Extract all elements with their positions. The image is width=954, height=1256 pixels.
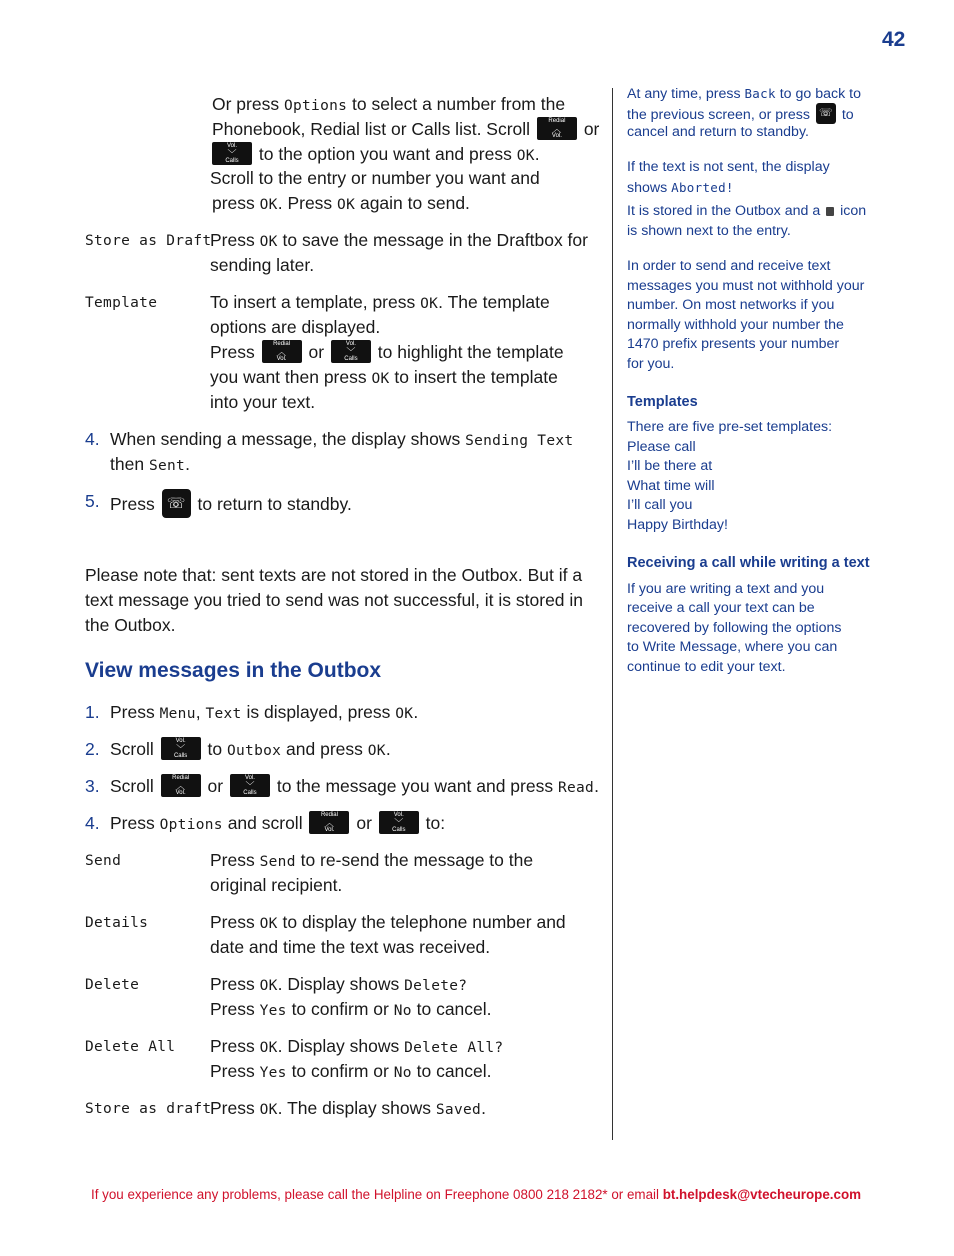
step-number: 4.	[85, 813, 100, 833]
column-divider	[612, 88, 613, 1140]
calls-down-key-icon: Vol. ﹀ Calls	[331, 340, 371, 363]
outbox-step-4: Press Options and scroll Redial ︿ Vol. or Vol. ﹀ Calls to:	[110, 812, 446, 833]
sidebar-p3-line-2: is shown next to the entry.	[627, 223, 791, 239]
template-item: What time will	[627, 478, 715, 494]
intro-line-5: press OK. Press OK again to send.	[212, 193, 470, 213]
delete-all-line-1: Press OK. Display shows Delete All?	[210, 1036, 504, 1056]
outbox-step-2: Scroll Vol. ﹀ Calls to Outbox and press OK.	[110, 738, 391, 759]
term-delete: Delete	[85, 977, 140, 993]
template-item: Happy Birthday!	[627, 517, 728, 533]
template-item: I’ll call you	[627, 497, 693, 513]
step5-line: Press ☏ to return to standby.	[110, 489, 352, 518]
step4-line-2: then Sent.	[110, 454, 190, 474]
redial-up-key-icon: Redial ︿ Vol.	[309, 811, 349, 834]
intro-line-4: Scroll to the entry or number you want and	[210, 168, 540, 188]
template-line-5: into your text.	[210, 392, 316, 412]
sidebar-p4-line-4: normally withhold your number the	[627, 317, 844, 333]
intro-line-2: Phonebook, Redial list or Calls list. Scroll Redial ︿ Vol. or	[212, 118, 600, 139]
sidebar-p1-line-3: cancel and return to standby.	[627, 124, 809, 140]
unsent-message-icon	[826, 207, 834, 216]
outbox-step-1: Press Menu, Text is displayed, press OK.	[110, 702, 419, 722]
receiving-line: If you are writing a text and you	[627, 581, 825, 597]
store-draft2-line: Press OK. The display shows Saved.	[210, 1098, 486, 1118]
send-line-2: original recipient.	[210, 875, 343, 895]
store-draft-line-1: Press OK to save the message in the Draftbox for	[210, 230, 588, 250]
end-call-key-icon: ☏	[162, 489, 191, 518]
calls-down-key-icon: Vol. ﹀ Calls	[379, 811, 419, 834]
helpdesk-email-link[interactable]: bt.helpdesk@vtecheurope.com	[662, 1187, 862, 1202]
template-item: There are five pre-set templates:	[627, 419, 833, 435]
delete-line-2: Press Yes to confirm or No to cancel.	[210, 999, 492, 1019]
calls-down-key-icon: Vol. ﹀ Calls	[230, 774, 270, 797]
receiving-line: continue to edit your text.	[627, 659, 786, 675]
sidebar-p4-line-1: In order to send and receive text	[627, 258, 831, 274]
term-delete-all: Delete All	[85, 1039, 176, 1055]
step-number: 1.	[85, 702, 100, 722]
template-item: I’ll be there at	[627, 458, 713, 474]
step4-line-1: When sending a message, the display shows Sending Text	[110, 429, 574, 449]
term-send: Send	[85, 853, 122, 869]
send-line-1: Press Send to re-send the message to the	[210, 850, 534, 870]
intro-line-3: Vol. ﹀ Calls to the option you want and press OK.	[210, 142, 540, 169]
calls-down-key-icon: Vol. ﹀ Calls	[161, 737, 201, 760]
outbox-step-3: Scroll Redial ︿ Vol. or Vol. ﹀ Calls to the message you want and press Read.	[110, 775, 599, 796]
page-number: 42	[882, 28, 906, 51]
sidebar-p4-line-5: 1470 prefix presents your number	[627, 336, 840, 352]
sidebar-p1-line-1: At any time, press Back to go back to	[627, 86, 861, 102]
calls-down-key-icon: Vol. ﹀ Calls	[212, 142, 252, 165]
footer-helpline: If you experience any problems, please call the Helpline on Freephone 0800 218 2182* or email bt.helpdesk@vtecheurope.com	[91, 1187, 862, 1202]
intro-line-1: Or press Options to select a number from the	[212, 94, 566, 114]
store-draft-line-2: sending later.	[210, 255, 315, 275]
note-line-1: Please note that: sent texts are not stored in the Outbox. But if a	[85, 565, 583, 585]
outbox-heading: View messages in the Outbox	[85, 659, 382, 682]
sidebar-p4-line-6: for you.	[627, 356, 675, 372]
end-call-key-icon: ☏	[816, 103, 836, 124]
sidebar-p3-line-1: It is stored in the Outbox and a icon	[627, 203, 867, 219]
sidebar-p1-line-2: the previous screen, or press ☏ to	[627, 103, 854, 126]
sidebar-p2-line-2: shows Aborted!	[627, 180, 734, 196]
term-store-as-draft: Store as Draft	[85, 233, 212, 249]
step-number: 5.	[85, 491, 100, 511]
receiving-heading: Receiving a call while writing a text	[627, 555, 870, 571]
step-number: 2.	[85, 739, 100, 759]
sidebar-p4-line-2: messages you must not withhold your	[627, 278, 865, 294]
details-line-2: date and time the text was received.	[210, 937, 491, 957]
step-number: 3.	[85, 776, 100, 796]
template-line-3: Press Redial ︿ Vol. or Vol. ﹀ Calls to highlight the template	[210, 341, 564, 362]
redial-up-key-icon: Redial ︿ Vol.	[537, 117, 577, 140]
term-details: Details	[85, 915, 149, 931]
receiving-line: recovered by following the options	[627, 620, 842, 636]
step-number: 4.	[85, 429, 100, 449]
details-line-1: Press OK to display the telephone number and	[210, 912, 566, 932]
sidebar-p4-line-3: number. On most networks if you	[627, 297, 835, 313]
receiving-line: to Write Message, where you can	[627, 639, 838, 655]
note-line-3: the Outbox.	[85, 615, 176, 635]
template-line-4: you want then press OK to insert the template	[210, 367, 558, 387]
delete-line-1: Press OK. Display shows Delete?	[210, 974, 468, 994]
term-template: Template	[85, 295, 158, 311]
templates-heading: Templates	[627, 394, 698, 410]
term-store-as-draft-2: Store as draft	[85, 1101, 212, 1117]
sidebar-p2-line-1: If the text is not sent, the display	[627, 159, 830, 175]
receiving-line: receive a call your text can be	[627, 600, 815, 616]
template-line-2: options are displayed.	[210, 317, 381, 337]
note-line-2: text message you tried to send was not successful, it is stored in	[85, 590, 584, 610]
delete-all-line-2: Press Yes to confirm or No to cancel.	[210, 1061, 492, 1081]
redial-up-key-icon: Redial ︿ Vol.	[262, 340, 302, 363]
redial-up-key-icon: Redial ︿ Vol.	[161, 774, 201, 797]
template-line-1: To insert a template, press OK. The template	[210, 292, 550, 312]
template-item: Please call	[627, 439, 696, 455]
